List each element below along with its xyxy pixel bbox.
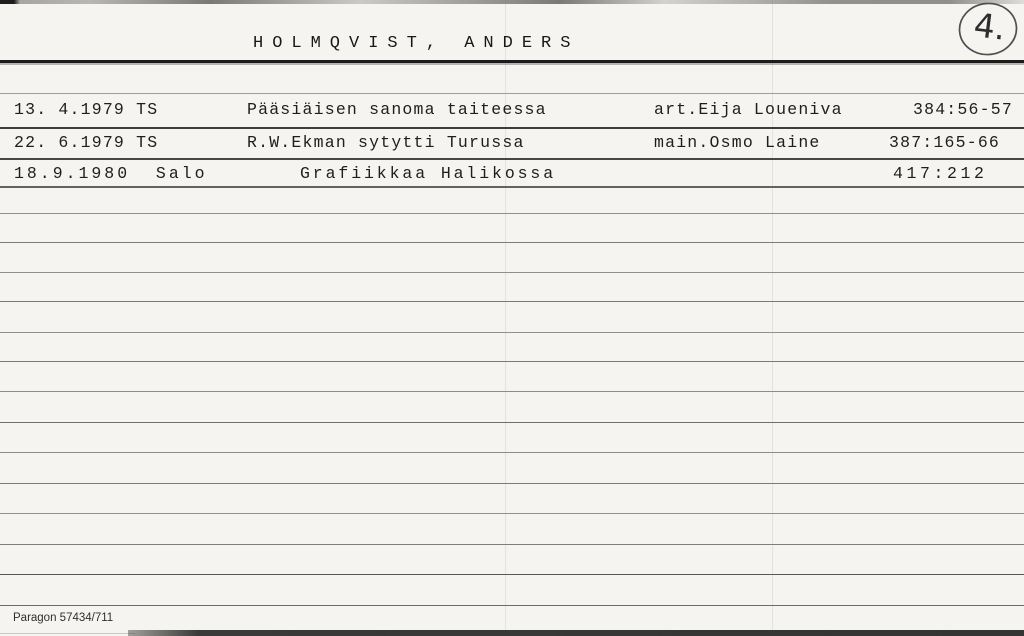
ruled-line [0, 452, 1024, 453]
ruled-line [0, 186, 1024, 188]
card-brand: Paragon 57434/711 [13, 612, 114, 624]
entry-date: 13. 4.1979 TS [14, 100, 159, 119]
ruled-line [0, 213, 1024, 214]
ruled-line [0, 361, 1024, 362]
scan-crease [505, 0, 506, 636]
ruled-line [0, 483, 1024, 484]
entry-credit: art.Eija Loueniva [654, 100, 843, 119]
ruled-line [0, 301, 1024, 302]
entry-ref: 384:56-57 [913, 100, 1013, 119]
entry-title: Pääsiäisen sanoma taiteessa [247, 100, 547, 119]
ruled-line [0, 422, 1024, 423]
entry-date: 18.9.1980 Salo [14, 164, 208, 183]
ruled-line [0, 242, 1024, 243]
scan-bottom-edge-artifact [128, 630, 1024, 636]
entry-title: R.W.Ekman sytytti Turussa [247, 133, 525, 152]
ruled-line [0, 93, 1024, 94]
entry-date: 22. 6.1979 TS [14, 133, 159, 152]
ruled-line [0, 332, 1024, 333]
scan-crease [772, 0, 773, 636]
ruled-line [0, 513, 1024, 514]
ruled-line [0, 605, 1024, 606]
ruled-line [0, 272, 1024, 273]
entry-title: Grafiikkaa Halikossa [300, 164, 557, 183]
ruled-line [0, 127, 1024, 129]
ruled-line [0, 544, 1024, 545]
footer-line [0, 633, 135, 634]
entry-credit: main.Osmo Laine [654, 133, 821, 152]
page-number: 4. [971, 5, 1008, 48]
ruled-line [0, 574, 1024, 575]
card-title: HOLMQVIST, ANDERS [253, 34, 580, 53]
entry-ref: 387:165-66 [889, 133, 1001, 152]
entry-ref: 417:212 [893, 164, 988, 183]
scan-top-edge-artifact [0, 0, 1024, 4]
ruled-line [0, 391, 1024, 392]
header-rule [0, 60, 1024, 63]
ruled-line [0, 158, 1024, 160]
